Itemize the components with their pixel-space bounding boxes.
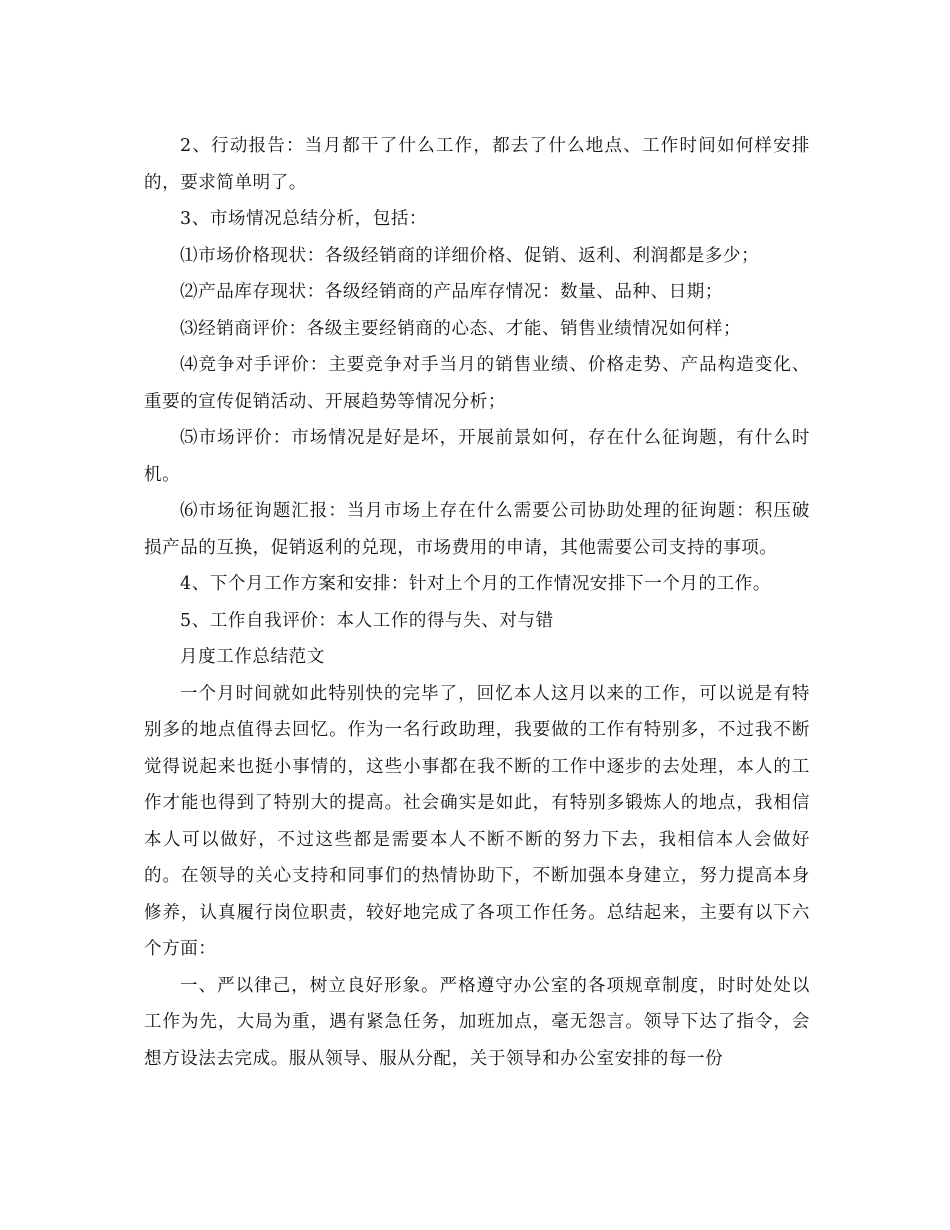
paragraph-self-evaluation: 5、工作自我评价：本人工作的得与失、对与错 <box>180 610 554 631</box>
section-title: 月度工作总结范文 <box>180 647 325 667</box>
paragraph-competitor-evaluation: ⑷竞争对手评价：主要竞争对手当月的销售业绩、价格走势、产品构造变化、重要的宣传促销活动、开展趋势等情况分析； <box>144 355 810 412</box>
paragraph-summary-intro: 一个月时间就如此特别快的完毕了，回忆本人这月以来的工作，可以说是有特别多的地点值得去回忆。作为一名行政助理，我要做的工作有特别多，不过我不断觉得说起来也挺小事情的，这些小事都在我不断的工作中逐步的去处理，本人的工作才能也得到了特别大的提高。社会确实是如此，有特别多锻炼人的地点，我相信本人可以做好，不过这些都是需要本人不断不断的努力下去，我相信本人会做好的。在领导的关心支持和同事们的热情协助下，不断加强本身建立，努力提高本身修养，认真履行岗位职责，较好地完成了各项工作任务。总结起来，主要有以下六个方面： <box>144 683 810 959</box>
paragraph-market-price: ⑴市场价格现状：各级经销商的详细价格、促销、返利、利润都是多少； <box>180 245 760 266</box>
paragraph-self-discipline: 一、严以律己，树立良好形象。严格遵守办公室的各项规章制度，时时处处以工作为先，大局为重，遇有紧急任务，加班加点，毫无怨言。领导下达了指令，会想方设法去完成。服从领导、服从分配，关于领导和办公室安排的每一份 <box>144 975 810 1069</box>
paragraph-market-issues: ⑹市场征询题汇报：当月市场上存在什么需要公司协助处理的征询题：积压破损产品的互换，促销返利的兑现，市场费用的申请，其他需要公司支持的事项。 <box>144 501 810 558</box>
paragraph-market-evaluation: ⑸市场评价：市场情况是好是坏，开展前景如何，存在什么征询题，有什么时机。 <box>144 428 810 485</box>
paragraph-next-month-plan: 4、下个月工作方案和安排：针对上个月的工作情况安排下一个月的工作。 <box>180 574 771 594</box>
paragraph-dealer-evaluation: ⑶经销商评价：各级主要经销商的心态、才能、销售业绩情况如何样； <box>180 318 742 339</box>
paragraph-product-inventory: ⑵产品库存现状：各级经销商的产品库存情况：数量、品种、日期； <box>180 282 723 302</box>
document-body <box>144 128 810 1077</box>
paragraph-action-report: 2、行动报告：当月都干了什么工作，都去了什么地点、工作时间如何样安排的，要求简单明了。 <box>144 136 810 193</box>
paragraph-market-analysis-heading: 3、市场情况总结分析，包括： <box>180 209 428 229</box>
